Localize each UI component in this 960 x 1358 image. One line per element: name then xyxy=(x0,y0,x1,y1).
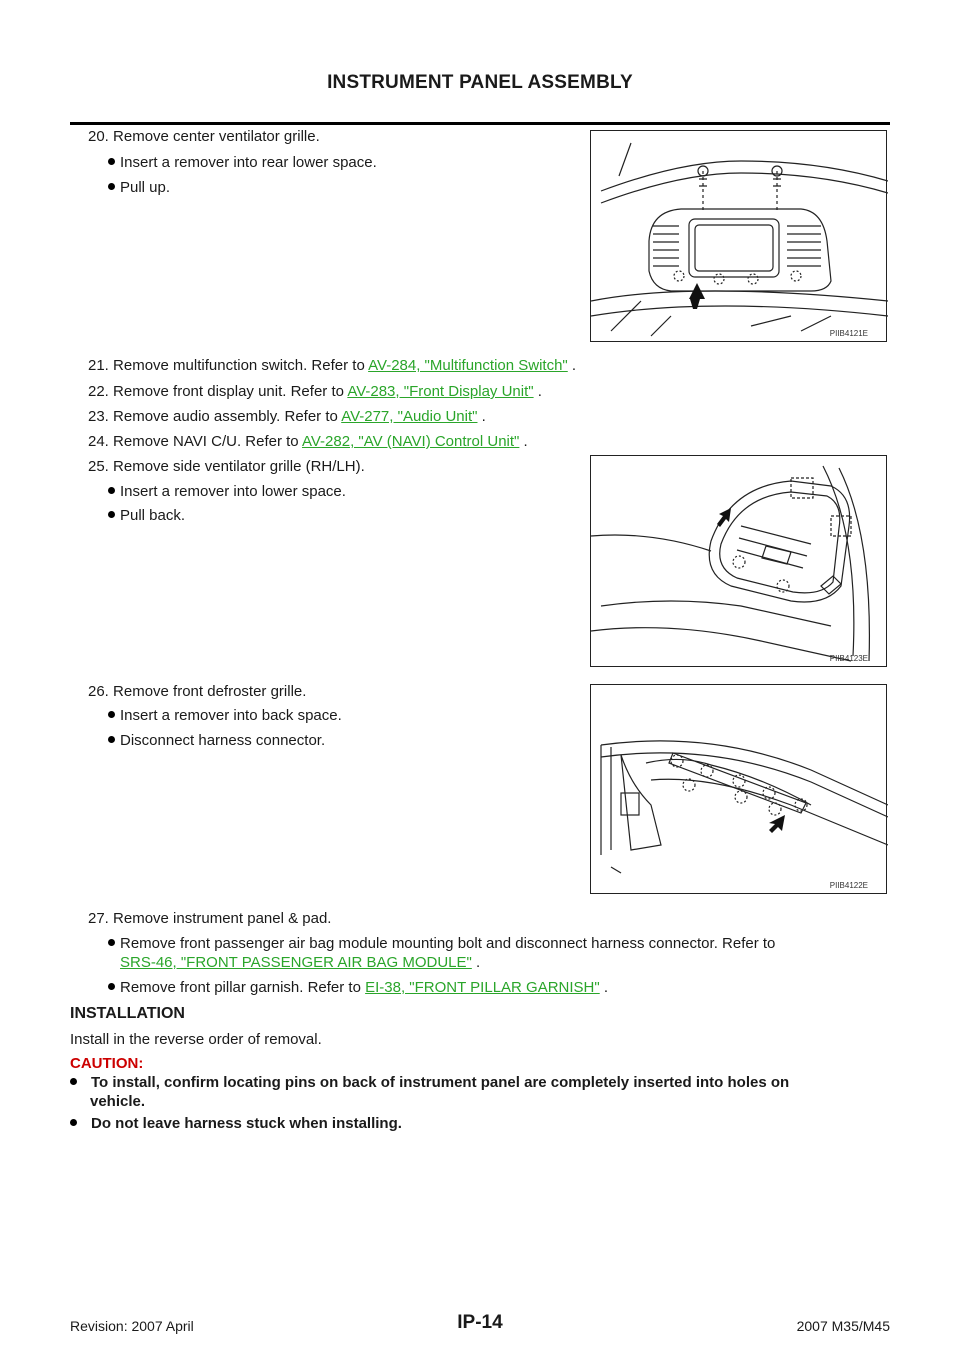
step-27-bullet-1 xyxy=(108,935,775,953)
bullet-icon xyxy=(108,487,115,494)
step-text: 24. Remove NAVI C/U. Refer to xyxy=(88,433,302,450)
arrow-icon xyxy=(769,815,785,833)
figure-id: PIIB4121E xyxy=(829,329,868,338)
bullet-icon xyxy=(108,736,115,743)
installation-text: Install in the reverse order of removal. xyxy=(70,1031,322,1048)
step-26-bullet-2 xyxy=(108,732,325,750)
bullet-text: Insert a remover into back space. xyxy=(120,707,342,724)
caution-text: To install, confirm locating pins on back of instrument panel are completely inserted into holes on xyxy=(91,1074,790,1091)
link-av-283[interactable]: AV-283, "Front Display Unit" xyxy=(347,383,534,400)
step-27: 27. Remove instrument panel & pad. xyxy=(88,910,332,927)
page-number: IP-14 xyxy=(457,1312,503,1333)
bullet-text: Remove front pillar garnish. Refer to xyxy=(120,979,366,996)
step-27-bullet-1-link-line xyxy=(120,954,480,972)
figure-center-ventilator-grille xyxy=(590,130,887,342)
bullet-text: Disconnect harness connector. xyxy=(120,732,326,749)
bullet-icon xyxy=(108,983,115,990)
bullet-text: Pull back. xyxy=(120,507,186,524)
step-26-bullet-1 xyxy=(108,707,342,725)
bullet-text: Insert a remover into lower space. xyxy=(120,483,346,500)
installation-heading: INSTALLATION xyxy=(70,1005,185,1022)
bullet-text: Insert a remover into rear lower space. xyxy=(120,154,377,171)
footer-model: 2007 M35/M45 xyxy=(796,1318,890,1334)
step-24 xyxy=(88,433,528,451)
bullet-icon xyxy=(108,183,115,190)
step-25-bullet-1 xyxy=(108,483,346,501)
side-ventilator-illustration xyxy=(591,456,888,668)
figure-side-ventilator-grille xyxy=(590,455,887,667)
link-srs-46[interactable]: SRS-46, "FRONT PASSENGER AIR BAG MODULE" xyxy=(120,954,472,971)
step-25: 25. Remove side ventilator grille (RH/LH). xyxy=(88,458,365,475)
step-27-bullet-2 xyxy=(108,979,608,997)
caution-text: Do not leave harness stuck when installing. xyxy=(91,1115,402,1132)
bullet-icon xyxy=(108,711,115,718)
bullet-icon xyxy=(108,511,115,518)
caution-label: CAUTION: xyxy=(70,1055,144,1072)
arrow-icon xyxy=(689,283,705,309)
defroster-illustration xyxy=(591,685,888,895)
bullet-icon xyxy=(108,158,115,165)
figure-front-defroster-grille xyxy=(590,684,887,894)
caution-item-1 xyxy=(70,1073,789,1092)
step-20-bullet-2 xyxy=(108,179,170,197)
bullet-icon xyxy=(108,939,115,946)
step-20: 20. Remove center ventilator grille. xyxy=(88,128,320,145)
figure-id: PIIB4123E xyxy=(829,654,868,663)
link-av-284[interactable]: AV-284, "Multifunction Switch" xyxy=(368,357,568,374)
step-suffix: . xyxy=(519,433,528,450)
center-ventilator-illustration xyxy=(591,131,888,343)
step-text: 22. Remove front display unit. Refer to xyxy=(88,383,348,400)
step-23 xyxy=(88,408,486,426)
step-suffix: . xyxy=(471,954,481,971)
step-20-bullet-1 xyxy=(108,154,377,172)
arrow-icon xyxy=(717,508,731,527)
step-suffix: . xyxy=(567,357,577,374)
step-text: 21. Remove multifunction switch. Refer to xyxy=(88,357,369,374)
caution-item-2 xyxy=(70,1114,402,1133)
bullet-text: Pull up. xyxy=(120,179,171,196)
step-26: 26. Remove front defroster grille. xyxy=(88,683,307,700)
link-av-277[interactable]: AV-277, "Audio Unit" xyxy=(341,408,478,425)
step-22 xyxy=(88,383,542,401)
bullet-icon xyxy=(70,1078,77,1085)
step-suffix: . xyxy=(477,408,486,425)
caution-item-1-cont: vehicle. xyxy=(90,1093,146,1110)
page-title: INSTRUMENT PANEL ASSEMBLY xyxy=(327,72,633,93)
step-suffix: . xyxy=(533,383,542,400)
step-25-bullet-2 xyxy=(108,507,185,525)
step-text: 23. Remove audio assembly. Refer to xyxy=(88,408,342,425)
step-suffix: . xyxy=(599,979,609,996)
title-rule xyxy=(70,122,890,125)
step-21 xyxy=(88,357,576,375)
bullet-icon xyxy=(70,1119,77,1126)
link-av-282[interactable]: AV-282, "AV (NAVI) Control Unit" xyxy=(301,433,520,450)
footer-revision: Revision: 2007 April xyxy=(70,1318,194,1334)
link-ei-38[interactable]: EI-38, "FRONT PILLAR GARNISH" xyxy=(365,979,600,996)
bullet-text: Remove front passenger air bag module mounting bolt and disconnect harness connector. Refer to xyxy=(120,935,776,952)
figure-id: PIIB4122E xyxy=(829,881,868,890)
